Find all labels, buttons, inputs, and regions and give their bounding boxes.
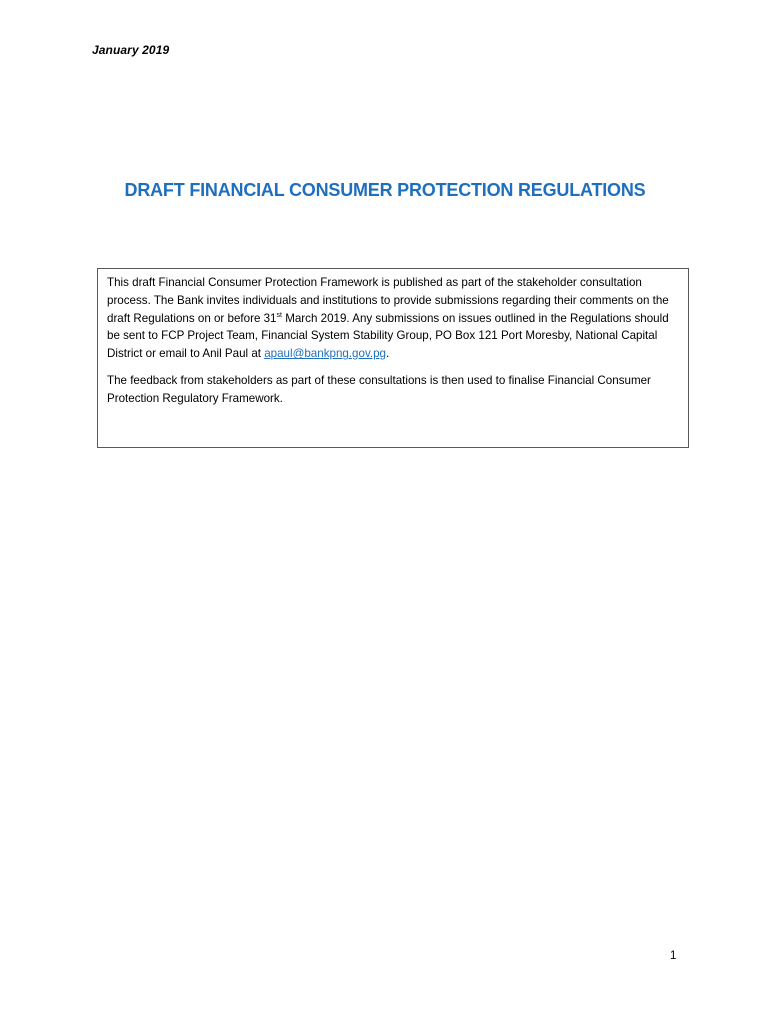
notice-text-end: . <box>386 347 390 361</box>
notice-paragraph-submissions <box>107 274 681 363</box>
page-number: 1 <box>670 950 677 962</box>
notice-text-address: March 2019. Any submissions on issues outlined in the Regulations should be sent to FCP Project Team, Financial System Stability Group, PO Box 121 Port Moresby, National Capital District or email to Anil Paul at <box>107 311 669 361</box>
date-ordinal-superscript: st <box>276 311 282 319</box>
consultation-notice-box <box>97 268 689 448</box>
document-date: January 2019 <box>92 43 170 57</box>
notice-paragraph-feedback: The feedback from stakeholders as part of these consultations is then used to finalise Financial Consumer Protection Regulatory Framework. <box>107 373 651 405</box>
email-link[interactable]: apaul@bankpng.gov.pg <box>264 347 387 361</box>
notice-text-intro: This draft Financial Consumer Protection Framework is published as part of the stakeholder consultation process. The Bank invites individuals and institutions to provide submissions regarding their comments on the draft Regulations on or before 31 <box>107 276 669 325</box>
document-title: DRAFT FINANCIAL CONSUMER PROTECTION REGULATIONS <box>124 180 646 200</box>
